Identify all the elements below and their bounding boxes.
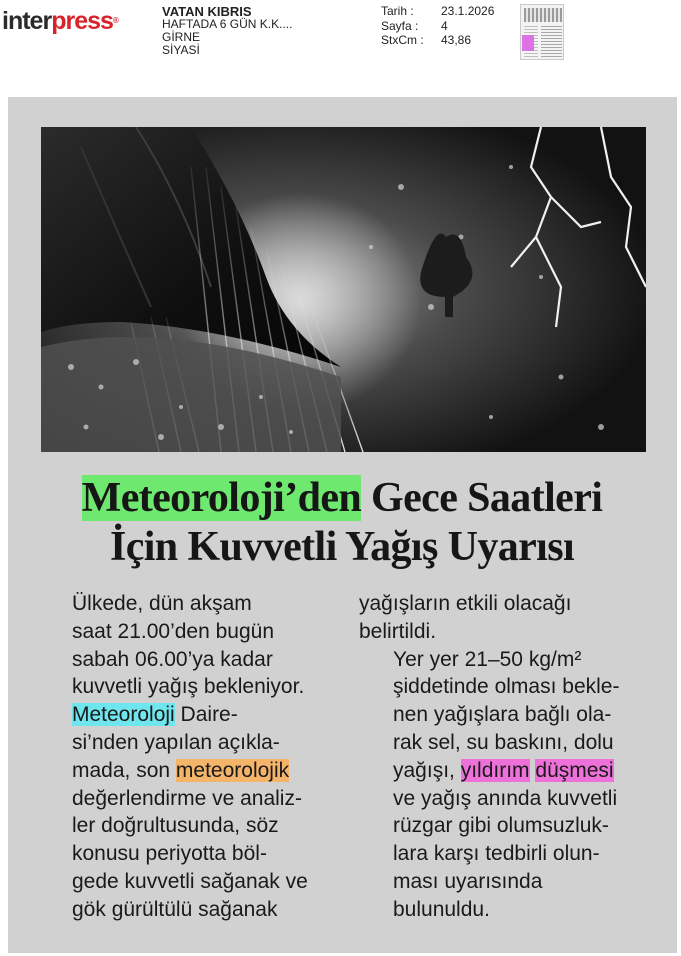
logo-text-press: press [51, 7, 113, 35]
thumbnail-clip-highlight [522, 35, 534, 51]
thumbnail-column-right [541, 25, 562, 57]
keyword-highlight-dusmesi: düşmesi [535, 758, 614, 782]
date-value: 23.1.2026 [441, 4, 495, 18]
publication-frequency: HAFTADA 6 GÜN K.K.... [162, 17, 293, 31]
date-label: Tarih : [381, 4, 414, 18]
storm-rain-lightning-photo [41, 127, 646, 452]
stxcm-value: 43,86 [441, 33, 472, 47]
keyword-highlight-meteorolojik: meteorolojik [175, 758, 290, 782]
paragraph-2-part-b: değerlendirme ve analiz- ler doğrultusunda, söz konusu periyotta böl- gede kuvvetli sağanak ve gök gürültülü sağanak [72, 786, 308, 921]
registered-mark: ® [112, 16, 119, 25]
keyword-highlight-meteoroloji: Meteoroloji [72, 703, 175, 727]
page-label: Sayfa : [381, 18, 419, 33]
headline-keyword-highlight: Meteoroloji’den [81, 475, 362, 521]
page-row [381, 19, 494, 34]
page-thumbnail[interactable] [520, 4, 564, 60]
article-headline [30, 474, 654, 572]
paragraph-4-part-a: Yer yer 21–50 kg/m² şiddetinde olması bekle- nen yağışlara bağlı ola- rak sel, su baskını, dolu yağışı, [393, 647, 620, 782]
storm-photo-svg [41, 127, 646, 452]
logo-text-inter: inter [2, 7, 52, 35]
publication-info [162, 5, 292, 57]
article-column-left [38, 590, 338, 924]
thumbnail-masthead [524, 8, 562, 22]
publication-city: GİRNE [162, 30, 201, 44]
paragraph-4 [359, 646, 659, 924]
stxcm-label: StxCm : [381, 33, 424, 47]
stxcm-row [381, 33, 494, 48]
paragraph-4-part-b: ve yağış anında kuvvetli rüzgar gibi olumsuzluk- lara karşı tedbirli olun- ması uyarısında bulunuldu. [393, 786, 618, 921]
paragraph-2 [38, 701, 338, 923]
headline-line2: İçin Kuvvetli Yağış Uyarısı [109, 524, 575, 570]
interpress-logo [2, 6, 119, 36]
publication-name: VATAN KIBRIS [162, 4, 252, 19]
paragraph-3: yağışların etkili olacağı belirtildi. [359, 592, 572, 643]
article-column-right [359, 590, 659, 924]
page-value: 4 [441, 18, 448, 33]
paragraph-1: Ülkede, dün akşam saat 21.00’den bugün sabah 06.00’ya kadar kuvvetli yağış bekleniyor. [72, 592, 305, 699]
clip-metadata [381, 4, 494, 48]
headline-line1-rest: Gece Saatleri [361, 475, 603, 521]
publication-section: SİYASİ [162, 43, 200, 57]
paragraph-2-part-a: Daire- si’nden yapılan açıkla- mada, son [72, 703, 280, 782]
date-row [381, 4, 494, 19]
keyword-highlight-yildirim: yıldırım [460, 758, 530, 782]
